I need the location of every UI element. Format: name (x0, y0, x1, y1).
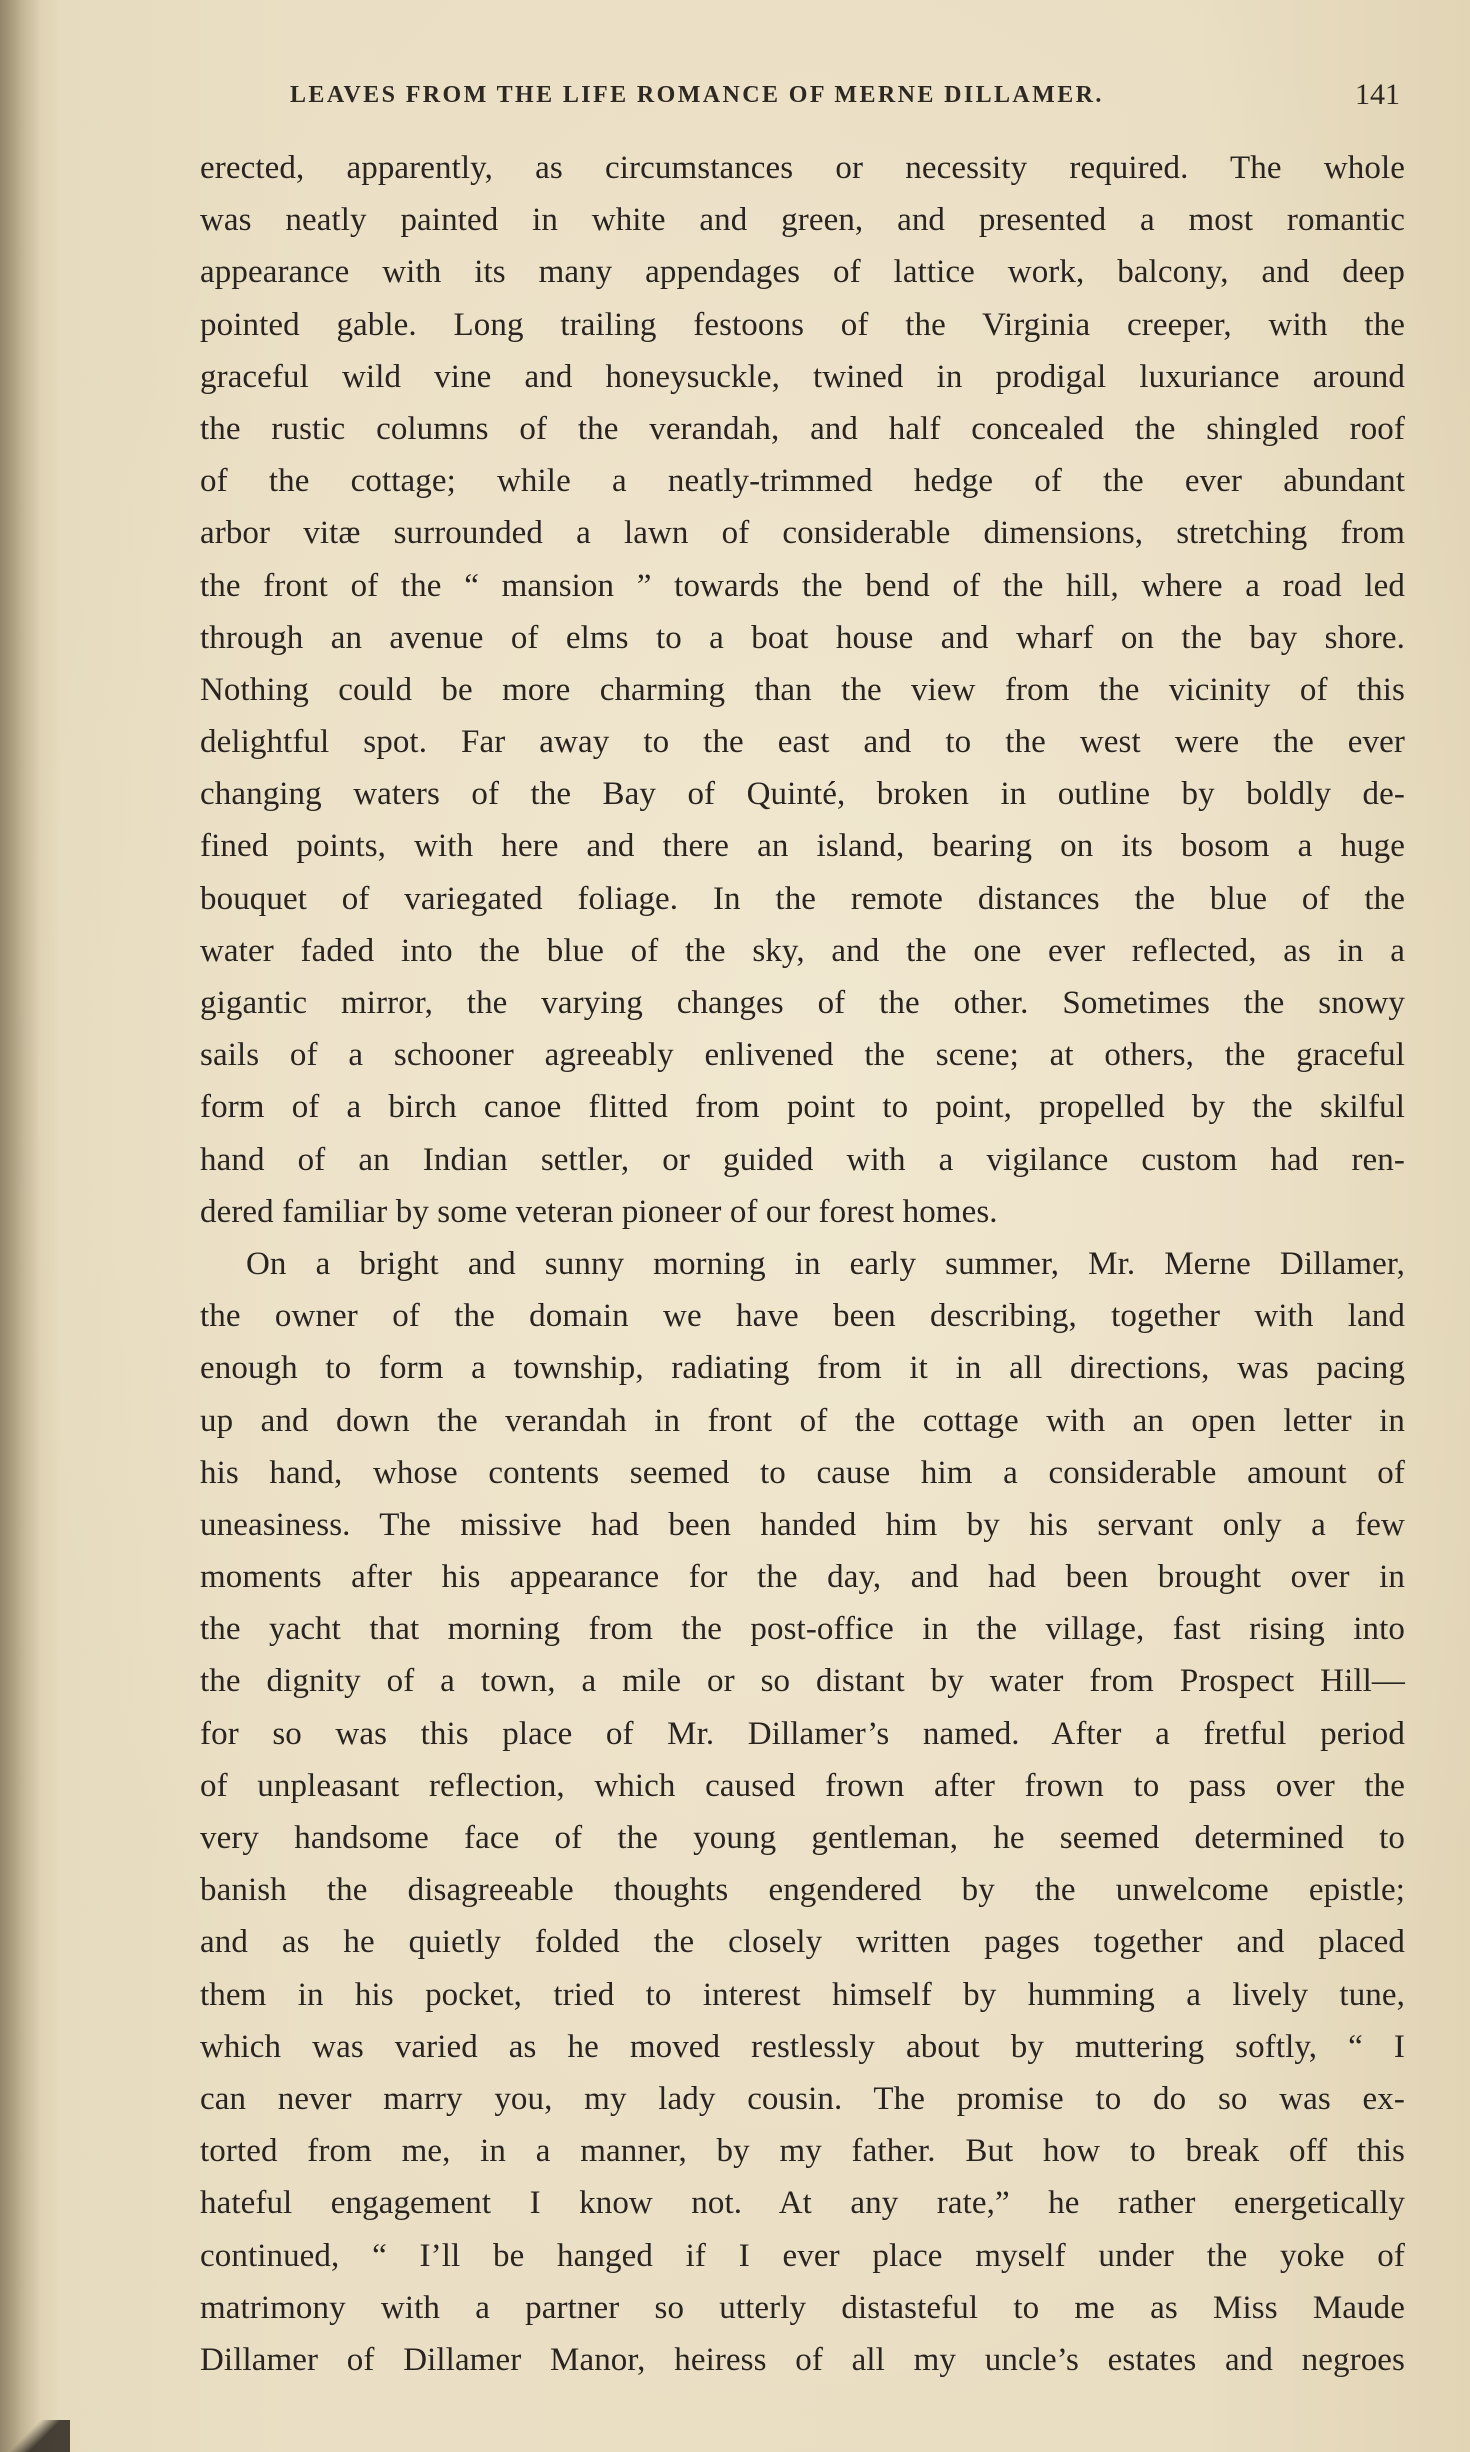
text-line: up and down the verandah in front of the cottage with an open letter in (200, 1402, 1405, 1439)
text-line: graceful wild vine and honeysuckle, twined in prodigal luxuriance around (200, 358, 1405, 395)
text-line: hand of an Indian settler, or guided with a vigilance custom had ren- (200, 1141, 1405, 1178)
text-line-paragraph-end: dered familiar by some veteran pioneer of our forest homes. (200, 1193, 998, 1230)
text-line: delightful spot. Far away to the east and to the west were the ever (200, 724, 1405, 761)
text-line: and as he quietly folded the closely written pages together and placed (200, 1924, 1405, 1961)
binding-gutter-shadow (0, 0, 40, 2452)
text-line: arbor vitæ surrounded a lawn of considerable dimensions, stretching from (200, 515, 1405, 552)
text-line: bouquet of variegated foliage. In the remote distances the blue of the (200, 880, 1405, 917)
body-text (200, 148, 1405, 2392)
running-head: LEAVES FROM THE LIFE ROMANCE OF MERNE DILLAMER. (290, 82, 1104, 108)
text-line: for so was this place of Mr. Dillamer’s named. After a fretful period (200, 1715, 1405, 1752)
text-line: through an avenue of elms to a boat house and wharf on the bay shore. (200, 619, 1405, 656)
text-line: very handsome face of the young gentleman, he seemed determined to (200, 1820, 1405, 1856)
text-line: Nothing could be more charming than the view from the vicinity of this (200, 671, 1405, 708)
text-line: fined points, with here and there an island, bearing on its bosom a huge (200, 828, 1405, 865)
text-line: Dillamer of Dillamer Manor, heiress of all my uncle’s estates and negroes (200, 2341, 1405, 2378)
text-line: of unpleasant reflection, which caused frown after frown to pass over the (200, 1767, 1405, 1804)
text-line: sails of a schooner agreeably enlivened the scene; at others, the graceful (200, 1037, 1405, 1074)
text-line: erected, apparently, as circumstances or necessity required. The whole (200, 150, 1405, 186)
text-line: them in his pocket, tried to interest himself by humming a lively tune, (200, 1976, 1405, 2013)
text-line: matrimony with a partner so utterly distasteful to me as Miss Maude (200, 2289, 1405, 2326)
text-line: of the cottage; while a neatly-trimmed hedge of the ever abundant (200, 463, 1405, 500)
text-line: which was varied as he moved restlessly about by muttering softly, “ I (200, 2028, 1405, 2065)
text-line: the dignity of a town, a mile or so distant by water from Prospect Hill— (200, 1663, 1405, 1700)
text-line: banish the disagreeable thoughts engendered by the unwelcome epistle; (200, 1872, 1405, 1909)
text-line: the yacht that morning from the post-office in the village, fast rising into (200, 1611, 1405, 1648)
text-line: appearance with its many appendages of lattice work, balcony, and deep (200, 254, 1405, 291)
text-line: moments after his appearance for the day, and had been brought over in (200, 1559, 1405, 1596)
text-line: changing waters of the Bay of Quinté, broken in outline by boldly de- (200, 776, 1405, 813)
page-corner-shadow (0, 2420, 70, 2452)
text-line: his hand, whose contents seemed to cause him a considerable amount of (200, 1454, 1405, 1491)
text-line-paragraph-start: On a bright and sunny morning in early summer, Mr. Merne Dillamer, (246, 1245, 1405, 1282)
text-line: torted from me, in a manner, by my father. But how to break off this (200, 2133, 1405, 2170)
text-line: water faded into the blue of the sky, and the one ever reflected, as in a (200, 932, 1405, 969)
page-header (190, 78, 1400, 118)
text-line: continued, “ I’ll be hanged if I ever place myself under the yoke of (200, 2237, 1405, 2274)
text-line: enough to form a township, radiating from it in all directions, was pacing (200, 1350, 1405, 1387)
text-line: the front of the “ mansion ” towards the bend of the hill, where a road led (200, 567, 1405, 604)
page-number: 141 (1355, 78, 1400, 111)
text-line: pointed gable. Long trailing festoons of the Virginia creeper, with the (200, 306, 1405, 343)
text-line: can never marry you, my lady cousin. The promise to do so was ex- (200, 2080, 1405, 2117)
text-line: form of a birch canoe flitted from point to point, propelled by the skilful (200, 1089, 1405, 1126)
text-line: the owner of the domain we have been describing, together with land (200, 1298, 1405, 1335)
text-line: the rustic columns of the verandah, and half concealed the shingled roof (200, 410, 1405, 447)
text-line: hateful engagement I know not. At any rate,” he rather energetically (200, 2185, 1405, 2222)
text-line: gigantic mirror, the varying changes of the other. Sometimes the snowy (200, 985, 1405, 1021)
text-line: uneasiness. The missive had been handed him by his servant only a few (200, 1506, 1405, 1543)
text-line: was neatly painted in white and green, and presented a most romantic (200, 202, 1405, 239)
